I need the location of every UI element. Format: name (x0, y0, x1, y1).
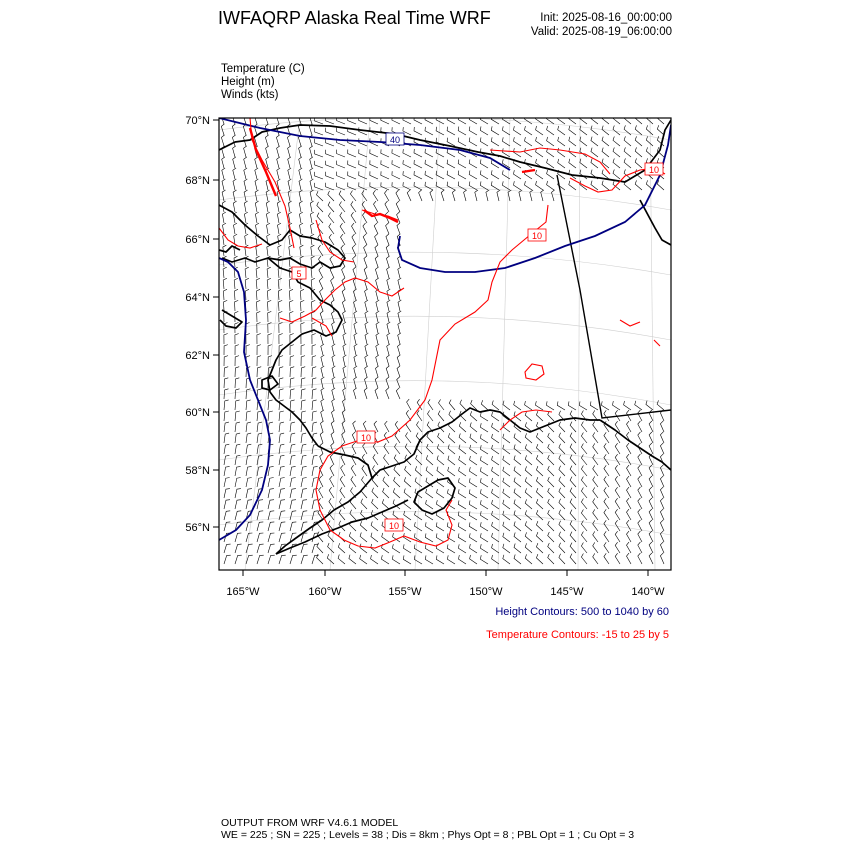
temp-contour-label-west: 5 (296, 269, 302, 279)
temperature-contours-note: Temperature Contours: -15 to 25 by 5 (486, 629, 669, 641)
lon-label-150: 150°W (469, 586, 503, 598)
lon-axis (243, 570, 648, 576)
lon-label-145: 145°W (550, 586, 584, 598)
lat-label-66: 66°N (185, 234, 210, 246)
model-config-line: WE = 225 ; SN = 225 ; Levels = 38 ; Dis = 8km ; Phys Opt = 8 ; PBL Opt = 1 ; Cu Opt = 3 (221, 829, 635, 841)
temp-contour-label-south: 10 (360, 433, 372, 443)
init-time: Init: 2025-08-16_00:00:00 (540, 12, 672, 24)
temp-contour-label-east: 10 (531, 231, 543, 241)
lat-axis (213, 120, 219, 527)
lat-labels (185, 115, 210, 534)
temp-contour-label-sw: 10 (388, 521, 400, 531)
lon-labels (226, 586, 665, 598)
height-contour-label: 40 (389, 135, 401, 145)
lon-label-165: 165°W (226, 586, 260, 598)
valid-time: Valid: 2025-08-19_06:00:00 (530, 26, 672, 38)
model-output-line: OUTPUT FROM WRF V4.6.1 MODEL (221, 817, 399, 829)
lat-label-58: 58°N (185, 465, 210, 477)
variable-winds: Winds (kts) (221, 89, 279, 101)
lat-label-64: 64°N (185, 292, 210, 304)
lat-label-60: 60°N (185, 407, 210, 419)
lon-label-140: 140°W (631, 586, 665, 598)
lat-label-62: 62°N (185, 350, 210, 362)
height-contours-note: Height Contours: 500 to 1040 by 60 (495, 606, 669, 618)
lat-label-70: 70°N (185, 115, 210, 127)
map-panel (219, 118, 671, 570)
lon-label-160: 160°W (308, 586, 342, 598)
plot-title: IWFAQRP Alaska Real Time WRF (218, 8, 491, 28)
lat-label-56: 56°N (185, 522, 210, 534)
lat-label-68: 68°N (185, 175, 210, 187)
variable-height: Height (m) (221, 76, 275, 88)
lon-label-155: 155°W (388, 586, 422, 598)
variable-temperature: Temperature (C) (221, 63, 305, 75)
temp-contour-label-ne: 10 (648, 165, 660, 175)
